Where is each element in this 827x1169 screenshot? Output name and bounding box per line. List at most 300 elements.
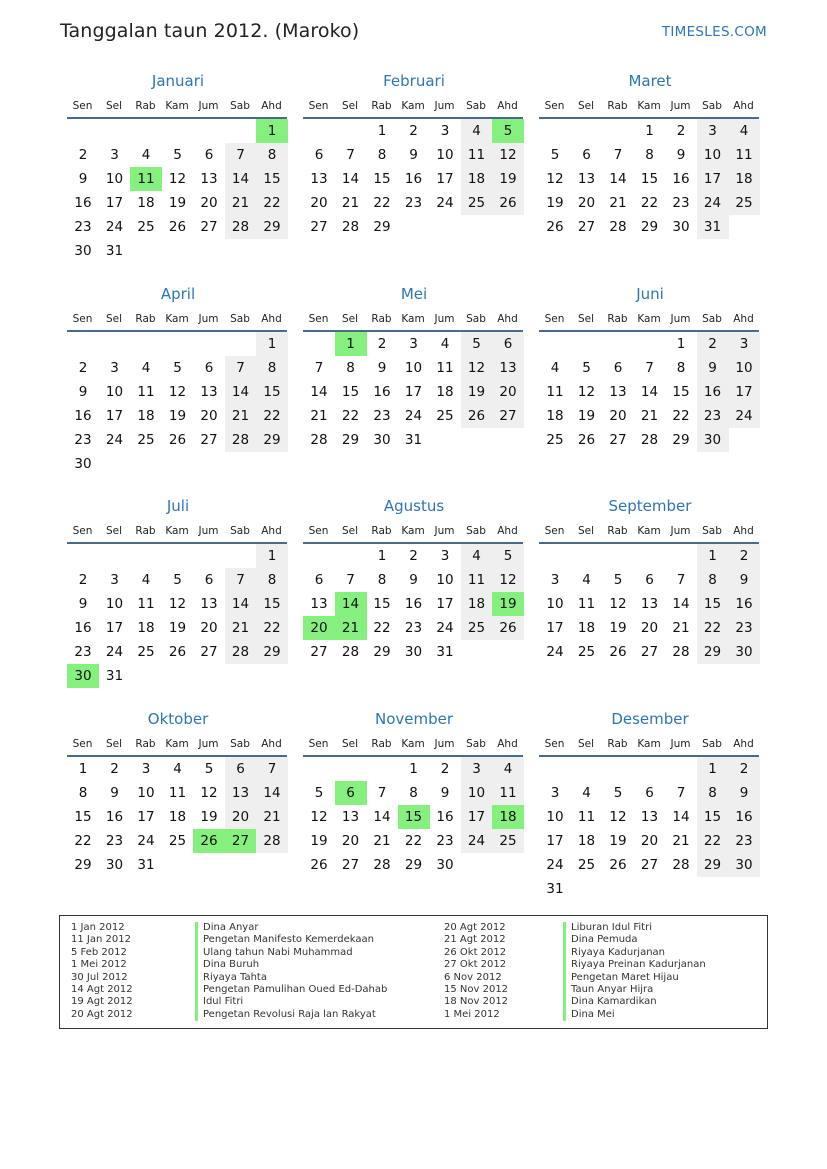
day-cell: 19 <box>168 408 187 424</box>
day-cell: 21 <box>225 404 257 428</box>
weekday-header: Kam <box>401 100 425 112</box>
day-cell: 14 <box>225 167 257 191</box>
day-cell: 5 <box>173 360 182 376</box>
legend-right-names <box>563 922 706 1021</box>
day-cell: 1 <box>697 544 729 568</box>
day-cell: 22 <box>373 620 391 636</box>
month-name: November <box>374 710 454 728</box>
weekday-header: Ahd <box>497 738 518 750</box>
day-cell: 10 <box>404 360 423 376</box>
weekday-header: Ahd <box>497 525 518 537</box>
holiday-day-cell: 27 <box>225 829 257 853</box>
day-cell: 28 <box>672 644 690 660</box>
day-cell: 11 <box>436 360 454 376</box>
legend-holiday-name: Pengetan Revolusi Raja lan Rakyat <box>195 1009 387 1021</box>
day-cell: 4 <box>141 360 151 376</box>
weekday-header: Kam <box>401 313 425 325</box>
day-cell: 30 <box>105 857 124 873</box>
weekday-header: Rab <box>371 313 392 325</box>
day-cell: 8 <box>346 360 355 376</box>
day-cell: 23 <box>404 620 423 636</box>
day-cell: 3 <box>550 785 560 801</box>
day-cell: 10 <box>436 572 454 588</box>
day-cell: 17 <box>697 167 729 191</box>
day-cell: 21 <box>672 833 690 849</box>
weekday-header: Ahd <box>733 100 754 112</box>
day-cell: 26 <box>609 857 627 873</box>
day-cell: 14 <box>672 809 690 825</box>
legend-holiday-name: Riyaya Kadurjanan <box>563 947 706 959</box>
weekday-header: Jum <box>434 525 455 537</box>
weekday-header: Rab <box>607 738 628 750</box>
day-cell: 13 <box>310 596 328 612</box>
legend-holiday-name: Dina Buruh <box>195 959 387 971</box>
day-cell: 15 <box>373 596 391 612</box>
day-cell: 11 <box>728 143 760 167</box>
day-cell: 28 <box>341 644 360 660</box>
weekday-header: Sen <box>308 738 329 750</box>
day-cell: 2 <box>409 123 418 139</box>
day-cell: 21 <box>256 805 288 829</box>
day-cell: 21 <box>225 616 257 640</box>
legend-date: 14 Agt 2012 <box>71 983 133 995</box>
day-cell: 3 <box>697 119 729 143</box>
page-title: Tanggalan taun 2012. (Maroko) <box>60 20 360 42</box>
day-cell: 20 <box>200 195 218 211</box>
weekday-header: Jum <box>434 738 455 750</box>
day-cell: 30 <box>697 428 729 452</box>
weekday-header: Rab <box>607 100 628 112</box>
weekday-header: Sen <box>544 100 565 112</box>
day-cell: 27 <box>310 644 328 660</box>
day-cell: 15 <box>697 805 729 829</box>
day-cell: 5 <box>613 785 623 801</box>
day-cell: 23 <box>105 833 124 849</box>
day-cell: 11 <box>461 568 493 592</box>
weekday-header: Rab <box>135 738 156 750</box>
weekday-header: Sel <box>341 738 359 750</box>
day-cell: 26 <box>168 432 187 448</box>
day-cell: 1 <box>256 332 288 356</box>
day-cell: 9 <box>728 568 760 592</box>
day-cell: 10 <box>546 809 564 825</box>
day-cell: 24 <box>697 191 729 215</box>
day-cell: 9 <box>78 384 88 400</box>
weekday-header: Sel <box>105 100 123 112</box>
day-cell: 7 <box>314 360 324 376</box>
day-cell: 25 <box>137 432 155 448</box>
day-cell: 14 <box>310 384 328 400</box>
day-cell: 18 <box>546 408 564 424</box>
day-cell: 27 <box>577 219 596 235</box>
day-cell: 9 <box>409 147 418 163</box>
day-cell: 11 <box>137 596 155 612</box>
day-cell: 25 <box>436 408 454 424</box>
day-cell: 4 <box>461 544 493 568</box>
day-cell: 16 <box>74 195 92 211</box>
weekday-header: Jum <box>434 313 455 325</box>
day-cell: 30 <box>728 640 760 664</box>
day-cell: 28 <box>640 432 659 448</box>
day-cell: 1 <box>676 336 686 352</box>
month-name: Oktober <box>147 710 209 728</box>
day-cell: 7 <box>225 143 257 167</box>
day-cell: 24 <box>546 857 564 873</box>
legend-holiday-name: Ulang tahun Nabi Muhammad <box>195 947 387 959</box>
day-cell: 5 <box>461 332 493 356</box>
day-cell: 26 <box>546 219 564 235</box>
day-cell: 25 <box>577 857 596 873</box>
day-cell: 26 <box>492 191 524 215</box>
weekday-header: Ahd <box>733 525 754 537</box>
weekday-header: Sel <box>341 525 359 537</box>
day-cell: 9 <box>728 781 760 805</box>
weekday-header: Sel <box>577 313 595 325</box>
weekday-header: Sen <box>308 313 329 325</box>
weekday-header: Rab <box>607 525 628 537</box>
day-cell: 12 <box>310 809 328 825</box>
day-cell: 20 <box>609 408 627 424</box>
weekday-header: Sel <box>577 738 595 750</box>
day-cell: 11 <box>546 384 564 400</box>
day-cell: 19 <box>492 167 524 191</box>
day-cell: 2 <box>697 332 729 356</box>
day-cell: 20 <box>225 805 257 829</box>
month-divider <box>67 117 287 119</box>
day-cell: 5 <box>173 147 182 163</box>
day-cell: 22 <box>341 408 360 424</box>
day-cell: 26 <box>577 432 596 448</box>
day-cell: 7 <box>256 757 288 781</box>
day-cell: 2 <box>78 572 88 588</box>
day-cell: 26 <box>310 857 328 873</box>
day-cell: 23 <box>697 404 729 428</box>
day-cell: 19 <box>577 408 596 424</box>
day-cell: 29 <box>373 644 391 660</box>
day-cell: 12 <box>461 356 493 380</box>
day-cell: 4 <box>440 336 450 352</box>
day-cell: 18 <box>137 408 155 424</box>
day-cell: 6 <box>204 572 214 588</box>
day-cell: 20 <box>492 380 524 404</box>
holiday-day-cell: 30 <box>67 664 99 688</box>
day-cell: 26 <box>168 644 187 660</box>
day-cell: 20 <box>341 833 360 849</box>
day-cell: 18 <box>137 620 155 636</box>
weekday-header: Ahd <box>733 313 754 325</box>
weekday-header: Sab <box>702 525 722 537</box>
weekday-header: Sab <box>466 738 486 750</box>
day-cell: 9 <box>78 171 88 187</box>
weekday-header: Rab <box>371 100 392 112</box>
legend-date: 1 Mei 2012 <box>71 959 127 971</box>
day-cell: 5 <box>173 572 182 588</box>
day-cell: 6 <box>314 147 324 163</box>
day-cell: 24 <box>436 195 454 211</box>
day-cell: 19 <box>310 833 328 849</box>
day-cell: 16 <box>404 171 423 187</box>
weekday-header: Sel <box>341 313 359 325</box>
day-cell: 25 <box>577 644 596 660</box>
day-cell: 25 <box>546 432 564 448</box>
day-cell: 5 <box>204 761 214 777</box>
day-cell: 1 <box>697 757 729 781</box>
day-cell: 25 <box>492 829 524 853</box>
month-name: Maret <box>628 72 672 90</box>
day-cell: 11 <box>577 596 596 612</box>
day-cell: 14 <box>672 596 690 612</box>
day-cell: 7 <box>225 568 257 592</box>
day-cell: 24 <box>105 432 124 448</box>
day-cell: 30 <box>728 853 760 877</box>
weekday-header: Sen <box>308 100 329 112</box>
holiday-legend <box>59 915 768 1029</box>
legend-date: 11 Jan 2012 <box>71 934 131 946</box>
weekday-header: Sel <box>341 100 359 112</box>
day-cell: 24 <box>436 620 454 636</box>
weekday-header: Sab <box>230 525 250 537</box>
weekday-header: Sel <box>105 738 123 750</box>
day-cell: 16 <box>728 592 760 616</box>
day-cell: 6 <box>613 360 623 376</box>
day-cell: 13 <box>492 356 524 380</box>
day-cell: 25 <box>461 191 493 215</box>
day-cell: 8 <box>377 572 387 588</box>
day-cell: 24 <box>105 219 124 235</box>
day-cell: 29 <box>373 219 391 235</box>
legend-date: 18 Nov 2012 <box>444 996 509 1008</box>
day-cell: 9 <box>697 356 729 380</box>
day-cell: 31 <box>697 215 729 239</box>
day-cell: 12 <box>168 596 187 612</box>
day-cell: 10 <box>697 143 729 167</box>
day-cell: 9 <box>676 147 686 163</box>
weekday-header: Kam <box>401 525 425 537</box>
day-cell: 17 <box>728 380 760 404</box>
weekday-header: Sab <box>702 313 722 325</box>
day-cell: 17 <box>436 596 454 612</box>
day-cell: 14 <box>640 384 659 400</box>
weekday-header: Sen <box>72 525 93 537</box>
day-cell: 3 <box>550 572 560 588</box>
day-cell: 5 <box>492 544 524 568</box>
weekday-header: Sel <box>105 313 123 325</box>
day-cell: 26 <box>492 616 524 640</box>
day-cell: 4 <box>728 119 760 143</box>
day-cell: 10 <box>546 596 564 612</box>
legend-date: 26 Okt 2012 <box>444 946 507 958</box>
weekday-header: Kam <box>637 313 661 325</box>
weekday-header: Sel <box>577 525 595 537</box>
weekday-header: Sab <box>230 100 250 112</box>
day-cell: 7 <box>645 360 654 376</box>
legend-right-dates <box>444 922 508 1021</box>
day-cell: 11 <box>492 781 524 805</box>
day-cell: 8 <box>409 785 418 801</box>
day-cell: 5 <box>582 360 591 376</box>
weekday-header: Ahd <box>261 313 282 325</box>
day-cell: 17 <box>105 408 124 424</box>
day-cell: 26 <box>461 404 493 428</box>
day-cell: 2 <box>78 147 88 163</box>
day-cell: 21 <box>341 195 360 211</box>
day-cell: 10 <box>728 356 760 380</box>
day-cell: 27 <box>640 644 659 660</box>
legend-date: 1 Jan 2012 <box>71 922 125 933</box>
day-cell: 29 <box>640 219 659 235</box>
day-cell: 8 <box>256 568 288 592</box>
day-cell: 31 <box>404 432 423 448</box>
day-cell: 21 <box>373 833 391 849</box>
day-cell: 30 <box>373 432 391 448</box>
day-cell: 11 <box>168 785 187 801</box>
weekday-header: Jum <box>198 738 219 750</box>
day-cell: 9 <box>78 596 88 612</box>
day-cell: 23 <box>436 833 454 849</box>
day-cell: 3 <box>110 147 119 163</box>
legend-date: 20 Agt 2012 <box>71 1008 133 1020</box>
brand-link[interactable]: TIMESLES.COM <box>661 24 767 40</box>
day-cell: 20 <box>577 195 596 211</box>
day-cell: 7 <box>346 147 355 163</box>
day-cell: 19 <box>609 833 627 849</box>
weekday-header: Sel <box>105 525 123 537</box>
legend-holiday-name: Pengetan Pamulihan Oued Ed-Dahab <box>195 984 387 996</box>
day-cell: 5 <box>550 147 560 163</box>
month-name: Desember <box>611 710 689 728</box>
day-cell: 27 <box>310 219 328 235</box>
weekday-header: Kam <box>165 525 189 537</box>
day-cell: 3 <box>440 548 450 564</box>
day-cell: 14 <box>341 171 360 187</box>
day-cell: 11 <box>137 384 155 400</box>
day-cell: 13 <box>200 596 218 612</box>
day-cell: 8 <box>256 143 288 167</box>
day-cell: 23 <box>373 408 391 424</box>
day-cell: 9 <box>409 572 418 588</box>
legend-holiday-name: Pengetan Manifesto Kemerdekaan <box>195 934 387 946</box>
day-cell: 14 <box>609 171 627 187</box>
weekday-header: Sen <box>72 100 93 112</box>
day-cell: 12 <box>577 384 596 400</box>
holiday-day-cell: 6 <box>335 781 367 805</box>
day-cell: 30 <box>672 219 690 235</box>
month-name: Agustus <box>383 497 445 515</box>
day-cell: 23 <box>404 195 423 211</box>
day-cell: 20 <box>200 620 218 636</box>
day-cell: 3 <box>728 332 760 356</box>
day-cell: 18 <box>728 167 760 191</box>
day-cell: 13 <box>225 781 257 805</box>
day-cell: 29 <box>341 432 360 448</box>
weekday-header: Ahd <box>261 525 282 537</box>
holiday-day-cell: 18 <box>492 805 524 829</box>
day-cell: 16 <box>404 596 423 612</box>
day-cell: 14 <box>225 592 257 616</box>
day-cell: 4 <box>492 757 524 781</box>
day-cell: 10 <box>105 384 124 400</box>
legend-date: 5 Feb 2012 <box>71 946 127 958</box>
day-cell: 3 <box>440 123 450 139</box>
day-cell: 12 <box>168 384 187 400</box>
day-cell: 17 <box>546 620 564 636</box>
day-cell: 30 <box>74 456 92 472</box>
day-cell: 12 <box>200 785 218 801</box>
day-cell: 29 <box>697 640 729 664</box>
day-cell: 18 <box>436 384 454 400</box>
day-cell: 28 <box>373 857 391 873</box>
weekday-header: Sab <box>466 525 486 537</box>
day-cell: 31 <box>436 644 454 660</box>
day-cell: 7 <box>377 785 387 801</box>
day-cell: 11 <box>577 809 596 825</box>
day-cell: 27 <box>200 432 218 448</box>
day-cell: 5 <box>613 572 623 588</box>
day-cell: 21 <box>310 408 328 424</box>
holiday-day-cell: 15 <box>398 805 430 829</box>
day-cell: 16 <box>697 380 729 404</box>
day-cell: 8 <box>676 360 686 376</box>
day-cell: 12 <box>492 568 524 592</box>
day-cell: 2 <box>440 761 450 777</box>
legend-date: 6 Nov 2012 <box>444 971 502 983</box>
day-cell: 18 <box>577 620 596 636</box>
day-cell: 7 <box>676 785 686 801</box>
legend-date: 20 Agt 2012 <box>444 922 506 933</box>
weekday-header: Jum <box>198 313 219 325</box>
day-cell: 6 <box>225 757 257 781</box>
day-cell: 27 <box>609 432 627 448</box>
day-cell: 17 <box>436 171 454 187</box>
weekday-header: Sel <box>577 100 595 112</box>
day-cell: 18 <box>168 809 187 825</box>
weekday-header: Jum <box>198 525 219 537</box>
weekday-header: Sen <box>72 313 93 325</box>
weekday-header: Sen <box>544 313 565 325</box>
day-cell: 9 <box>440 785 450 801</box>
day-cell: 26 <box>609 644 627 660</box>
legend-date: 1 Mei 2012 <box>444 1008 500 1020</box>
day-cell: 2 <box>110 761 119 777</box>
day-cell: 6 <box>492 332 524 356</box>
weekday-header: Kam <box>401 738 425 750</box>
day-cell: 15 <box>672 384 690 400</box>
day-cell: 13 <box>200 171 218 187</box>
day-cell: 16 <box>74 620 92 636</box>
day-cell: 25 <box>137 219 155 235</box>
month-divider <box>67 330 287 332</box>
weekday-header: Sab <box>702 100 722 112</box>
day-cell: 6 <box>645 785 654 801</box>
legend-holiday-name: Pengetan Maret Hijau <box>563 972 706 984</box>
day-cell: 30 <box>404 644 423 660</box>
legend-holiday-name: Dina Pemuda <box>563 934 706 946</box>
legend-holiday-name: Riyaya Tahta <box>195 972 387 984</box>
month-name: April <box>160 285 196 303</box>
day-cell: 10 <box>105 596 124 612</box>
day-cell: 24 <box>728 404 760 428</box>
day-cell: 28 <box>609 219 627 235</box>
day-cell: 17 <box>105 195 124 211</box>
weekday-header: Ahd <box>497 100 518 112</box>
day-cell: 13 <box>577 171 596 187</box>
weekday-header: Sen <box>544 525 565 537</box>
day-cell: 19 <box>200 809 218 825</box>
weekday-header: Ahd <box>261 100 282 112</box>
day-cell: 10 <box>105 171 124 187</box>
day-cell: 13 <box>341 809 360 825</box>
day-cell: 17 <box>105 620 124 636</box>
